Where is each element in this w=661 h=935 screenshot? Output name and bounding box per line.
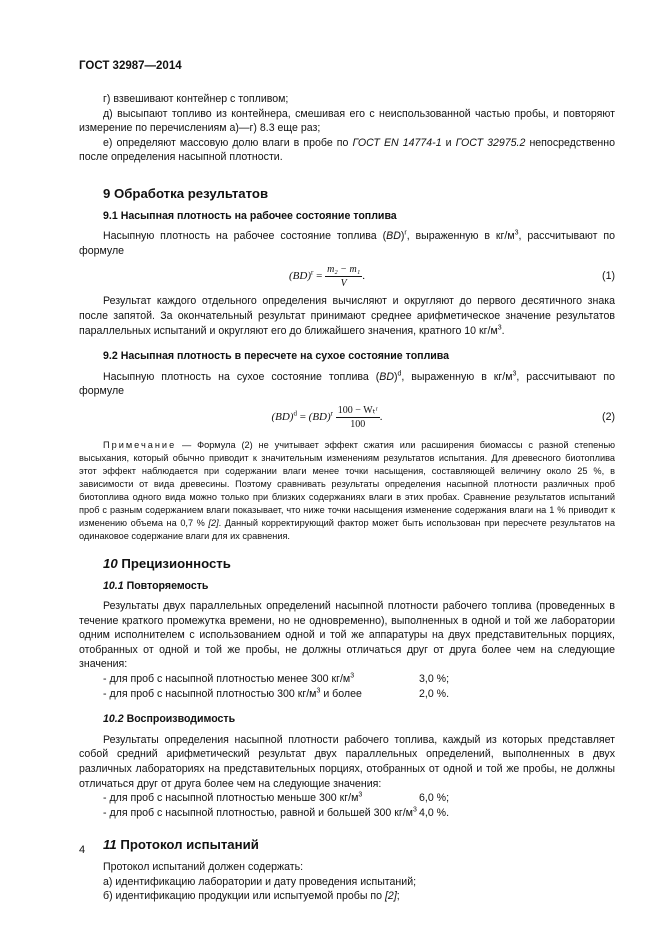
standard-reference: ГОСТ EN 14774-1 <box>352 136 442 149</box>
list-item-e: е) определяют массовую долю влаги в пробе по ГОСТ EN 14774-1 и ГОСТ 32975.2 непосредственно после определения насыпной плотности. <box>79 136 615 164</box>
formula-1: (BD)$^r$ = $\frac{\text{m₂ − m₁}}{V}$ . (1) <box>289 264 615 290</box>
paragraph: Насыпную плотность на рабочее состояние топлива (BD)$^r$, выраженную в $кг/м^3$, рассчитывают по формуле <box>79 229 615 257</box>
list-item: - для проб с насыпной плотностью 300 $кг/м^3$ и более 2,0 %. <box>103 687 450 700</box>
subsection-heading-9-2: 9.2 Насыпная плотность в пересчете на сухое состояние топлива <box>103 350 450 363</box>
note: Примечание — Формула (2) не учитывает эффект сжатия или расширения биомассы с разной степенью высыхания, который обычно приводит к значительным изменениям результатов испытания. Для древесного биотоплива этот эффект наблюдается при содержании влаги менее точки насыщения, составляющей величину около 25 %, в зависимости от вида древесины. Поэтому сравнивать результаты определения насыпной плотности различных проб биотоплива одного вида можно только при близких содержаниях влаги в этих пробах. Сравнение результатов испытаний проб с разным содержанием влаги показывает, что ниже точки насыщения изменение содержания влаги на 1 % приводит к изменению объема на 0,7 % [2]. Данный корректирующий фактор может быть использован при пересчете результатов на одинаковое содержание влаги для их сравнения. <box>79 439 615 541</box>
paragraph: Результаты двух параллельных определений насыпной плотности рабочего топлива (проведенных в течение краткого промежутка времени, но не одновременно), выполненных в одной и той же лаборатории одним исполнителем с использованием одной и той же аппаратуры на двух представительных порциях, отобранных от одной и той же пробы, не должны отличаться друг от друга более чем на следующие значения: <box>79 600 615 671</box>
formula-number: (2) <box>602 410 615 423</box>
paragraph: Насыпную плотность на сухое состояние топлива (BD)$^d$, выраженную в $кг/м^3$, рассчитывают по формуле <box>79 370 615 398</box>
paragraph: Протокол испытаний должен содержать: <box>103 861 304 873</box>
paragraph: Результат каждого отдельного определения вычисляют и округляют до первого десятичного знака после запятой. За окончательный результат принимают среднее арифметическое значение результатов параллельных испытаний и округляют его до ближайшего значения, кратного 10 $кг/м^3$. <box>79 295 615 337</box>
subsection-heading-10-1: 10.1 Повторяемость <box>103 579 209 592</box>
formula-number: (1) <box>602 270 615 283</box>
list-item: - для проб с насыпной плотностью менее 300 $кг/м^3$ 3,0 %; <box>103 672 450 686</box>
standard-reference: ГОСТ 32975.2 <box>455 136 526 149</box>
paragraph: Результаты определения насыпной плотности рабочего топлива, каждый из которых представляет собой средний арифметический результат двух параллельных определений, выполненных в двух различных лабораториях на представительных порциях, отобранных от одной и той же пробы, не должны отличаться друг от друга более чем на следующие значения: <box>79 733 615 790</box>
page-content <box>79 92 615 904</box>
section-heading-10: 10 Прецизионность <box>103 555 231 571</box>
document-header: ГОСТ 32987—2014 <box>79 60 182 72</box>
section-heading-9: 9 Обработка результатов <box>103 185 269 201</box>
list-item: - для проб с насыпной плотностью, равной и большей 300 $кг/м^3$ 4,0 %. <box>103 806 450 819</box>
subsection-heading-9-1: 9.1 Насыпная плотность на рабочее состояние топлива <box>103 209 397 222</box>
list-item: а) идентификацию лаборатории и дату проведения испытаний; <box>103 875 417 888</box>
list-item-d: д) высыпают топливо из контейнера, смешивая его с неиспользованной частью пробы, и повторяют измерение по перечислениям а)—г) 8.3 еще раз; <box>79 107 615 135</box>
list-item: - для проб с насыпной плотностью меньше 300 $кг/м^3$ 6,0 %; <box>103 791 450 805</box>
list-item: б) идентификацию продукции или испытуемой пробы по [2]; <box>103 890 400 903</box>
formula-2: (BD)$^d$ = (BD)$^r$ $\frac{\text{100 − Wₜʳ}}{100}$ . (2) <box>271 404 615 430</box>
note-label: Примечание <box>103 439 177 450</box>
page-number: 4 <box>79 844 86 856</box>
section-heading-11: 11 Протокол испытаний <box>103 837 259 853</box>
subsection-heading-10-2: 10.2 Воспроизводимость <box>103 713 236 726</box>
list-item-g: г) взвешивают контейнер с топливом; <box>103 93 289 105</box>
